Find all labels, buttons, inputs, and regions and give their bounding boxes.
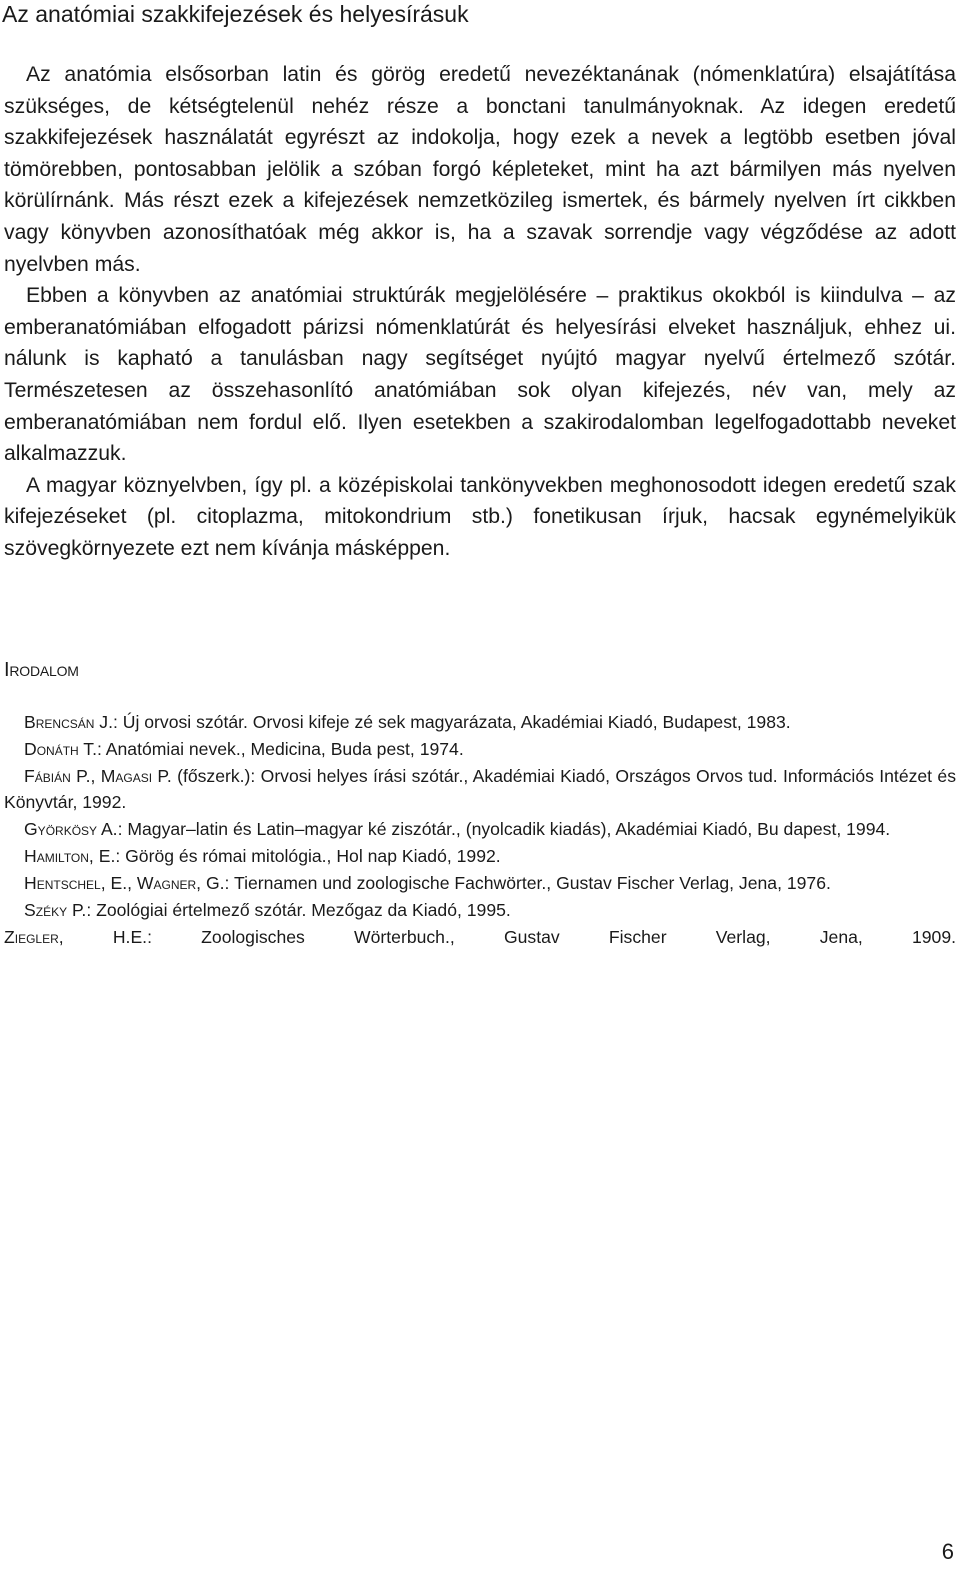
reference-text: , bbox=[127, 872, 137, 893]
reference-author: Wagner, G. bbox=[136, 872, 225, 893]
reference-text: (főszerk.): Orvosi helyes írási szótár., Akadémiai Kiadó, Országos Orvos tud. Információs Intézet és Könyvtár, 1992. bbox=[4, 765, 956, 812]
reference-text: : Zoológiai értelmező szótár. Mezőgaz da Kiadó, 1995. bbox=[86, 899, 511, 920]
reference-author: Donáth T. bbox=[24, 738, 97, 759]
reference-list bbox=[4, 710, 956, 952]
references-heading: Irodalom bbox=[4, 659, 79, 681]
paragraph: A magyar köznyelvben, így pl. a középiskolai tankönyvekben meghonosodott idegen eredetű szak kifejezéseket (pl. citoplazma, mitokondrium stb.) fonetikusan írjuk, hacsak egynémelyikük szövegkörnyezete ezt nem kívánja másképpen. bbox=[4, 473, 956, 560]
reference-author: Brencsán J. bbox=[24, 712, 113, 732]
reference-text: , bbox=[90, 765, 101, 786]
reference-author: Széky P. bbox=[24, 899, 87, 920]
body-text bbox=[4, 59, 956, 565]
reference-item bbox=[4, 844, 956, 870]
reference-item bbox=[4, 898, 956, 924]
reference-text: : Tiernamen und zoologische Fachwörter., Gustav Fischer Verlag, Jena, 1976. bbox=[224, 872, 831, 893]
reference-item bbox=[4, 710, 956, 736]
reference-author: Ziegler, H.E. bbox=[4, 926, 148, 947]
page-title: Az anatómiai szakkifejezések és helyesírásuk bbox=[2, 1, 469, 27]
reference-author: Hentschel, E. bbox=[24, 872, 128, 893]
reference-item bbox=[4, 737, 956, 763]
reference-item bbox=[4, 817, 956, 843]
reference-item bbox=[4, 764, 956, 816]
reference-text: : Zoologisches Wörterbuch., Gustav Fischer Verlag, Jena, 1909. bbox=[147, 926, 956, 947]
reference-text: : Új orvosi szótár. Orvosi kifeje zé sek magyarázata, Akadémiai Kiadó, Budapest, 1983. bbox=[112, 712, 791, 732]
reference-text: : Görög és római mitológia., Hol nap Kiadó, 1992. bbox=[115, 845, 501, 866]
reference-author: Magasi P. bbox=[100, 765, 172, 786]
page-number: 6 bbox=[941, 1539, 954, 1564]
reference-text: : Anatómiai nevek., Medicina, Buda pest, 1974. bbox=[96, 738, 464, 759]
paragraph: Ebben a könyvben az anatómiai struktúrák megjelölésére – praktikus okokból is kiindulva – az emberanatómiában elfogadott párizsi nómenklatúrát és helyesírási elveket használjuk, ehhez ui. nálunk is kapható a tanulásban nagy segítséget nyújtó magyar nyelvű értelmező szótár. Természetesen az összehasonlító anatómiában sok olyan kifejezés, név van, mely az emberanatómiában nem fordul elő. Ilyen esetekben a szakirodalomban legelfogadottabb neveket alkalmazzuk. bbox=[4, 284, 956, 466]
reference-author: Hamilton, E. bbox=[24, 845, 116, 866]
reference-item bbox=[4, 925, 956, 951]
reference-text: : Magyar–latin és Latin–magyar ké ziszótár., (nyolcadik kiadás), Akadémiai Kiadó, Bu dapest, 1994. bbox=[117, 818, 891, 839]
reference-item bbox=[4, 871, 956, 897]
reference-author: Fábián P. bbox=[24, 765, 91, 786]
paragraph: Az anatómia elsősorban latin és görög eredetű nevezéktanának (nómenklatúra) elsajátítása szükséges, de kétségtelenül nehéz része a bonctani tanulmányoknak. Az idegen eredetű szakkifejezések használatát egyrészt az indokolja, hogy ezek a nevek a legtöbb esetben jóval tömörebben, pontosabban jelölik a szóban forgó képleteket, mint ha azt bármilyen más nyelven körülírnánk. Más részt ezek a kifejezések nemzetközileg ismertek, és bármely nyelven írt cikkben vagy könyvben azonosíthatóak még akkor is, ha a szavak sorrendje vagy végződése az adott nyelvben más. bbox=[4, 63, 956, 276]
reference-author: Györkösy A. bbox=[24, 818, 118, 839]
